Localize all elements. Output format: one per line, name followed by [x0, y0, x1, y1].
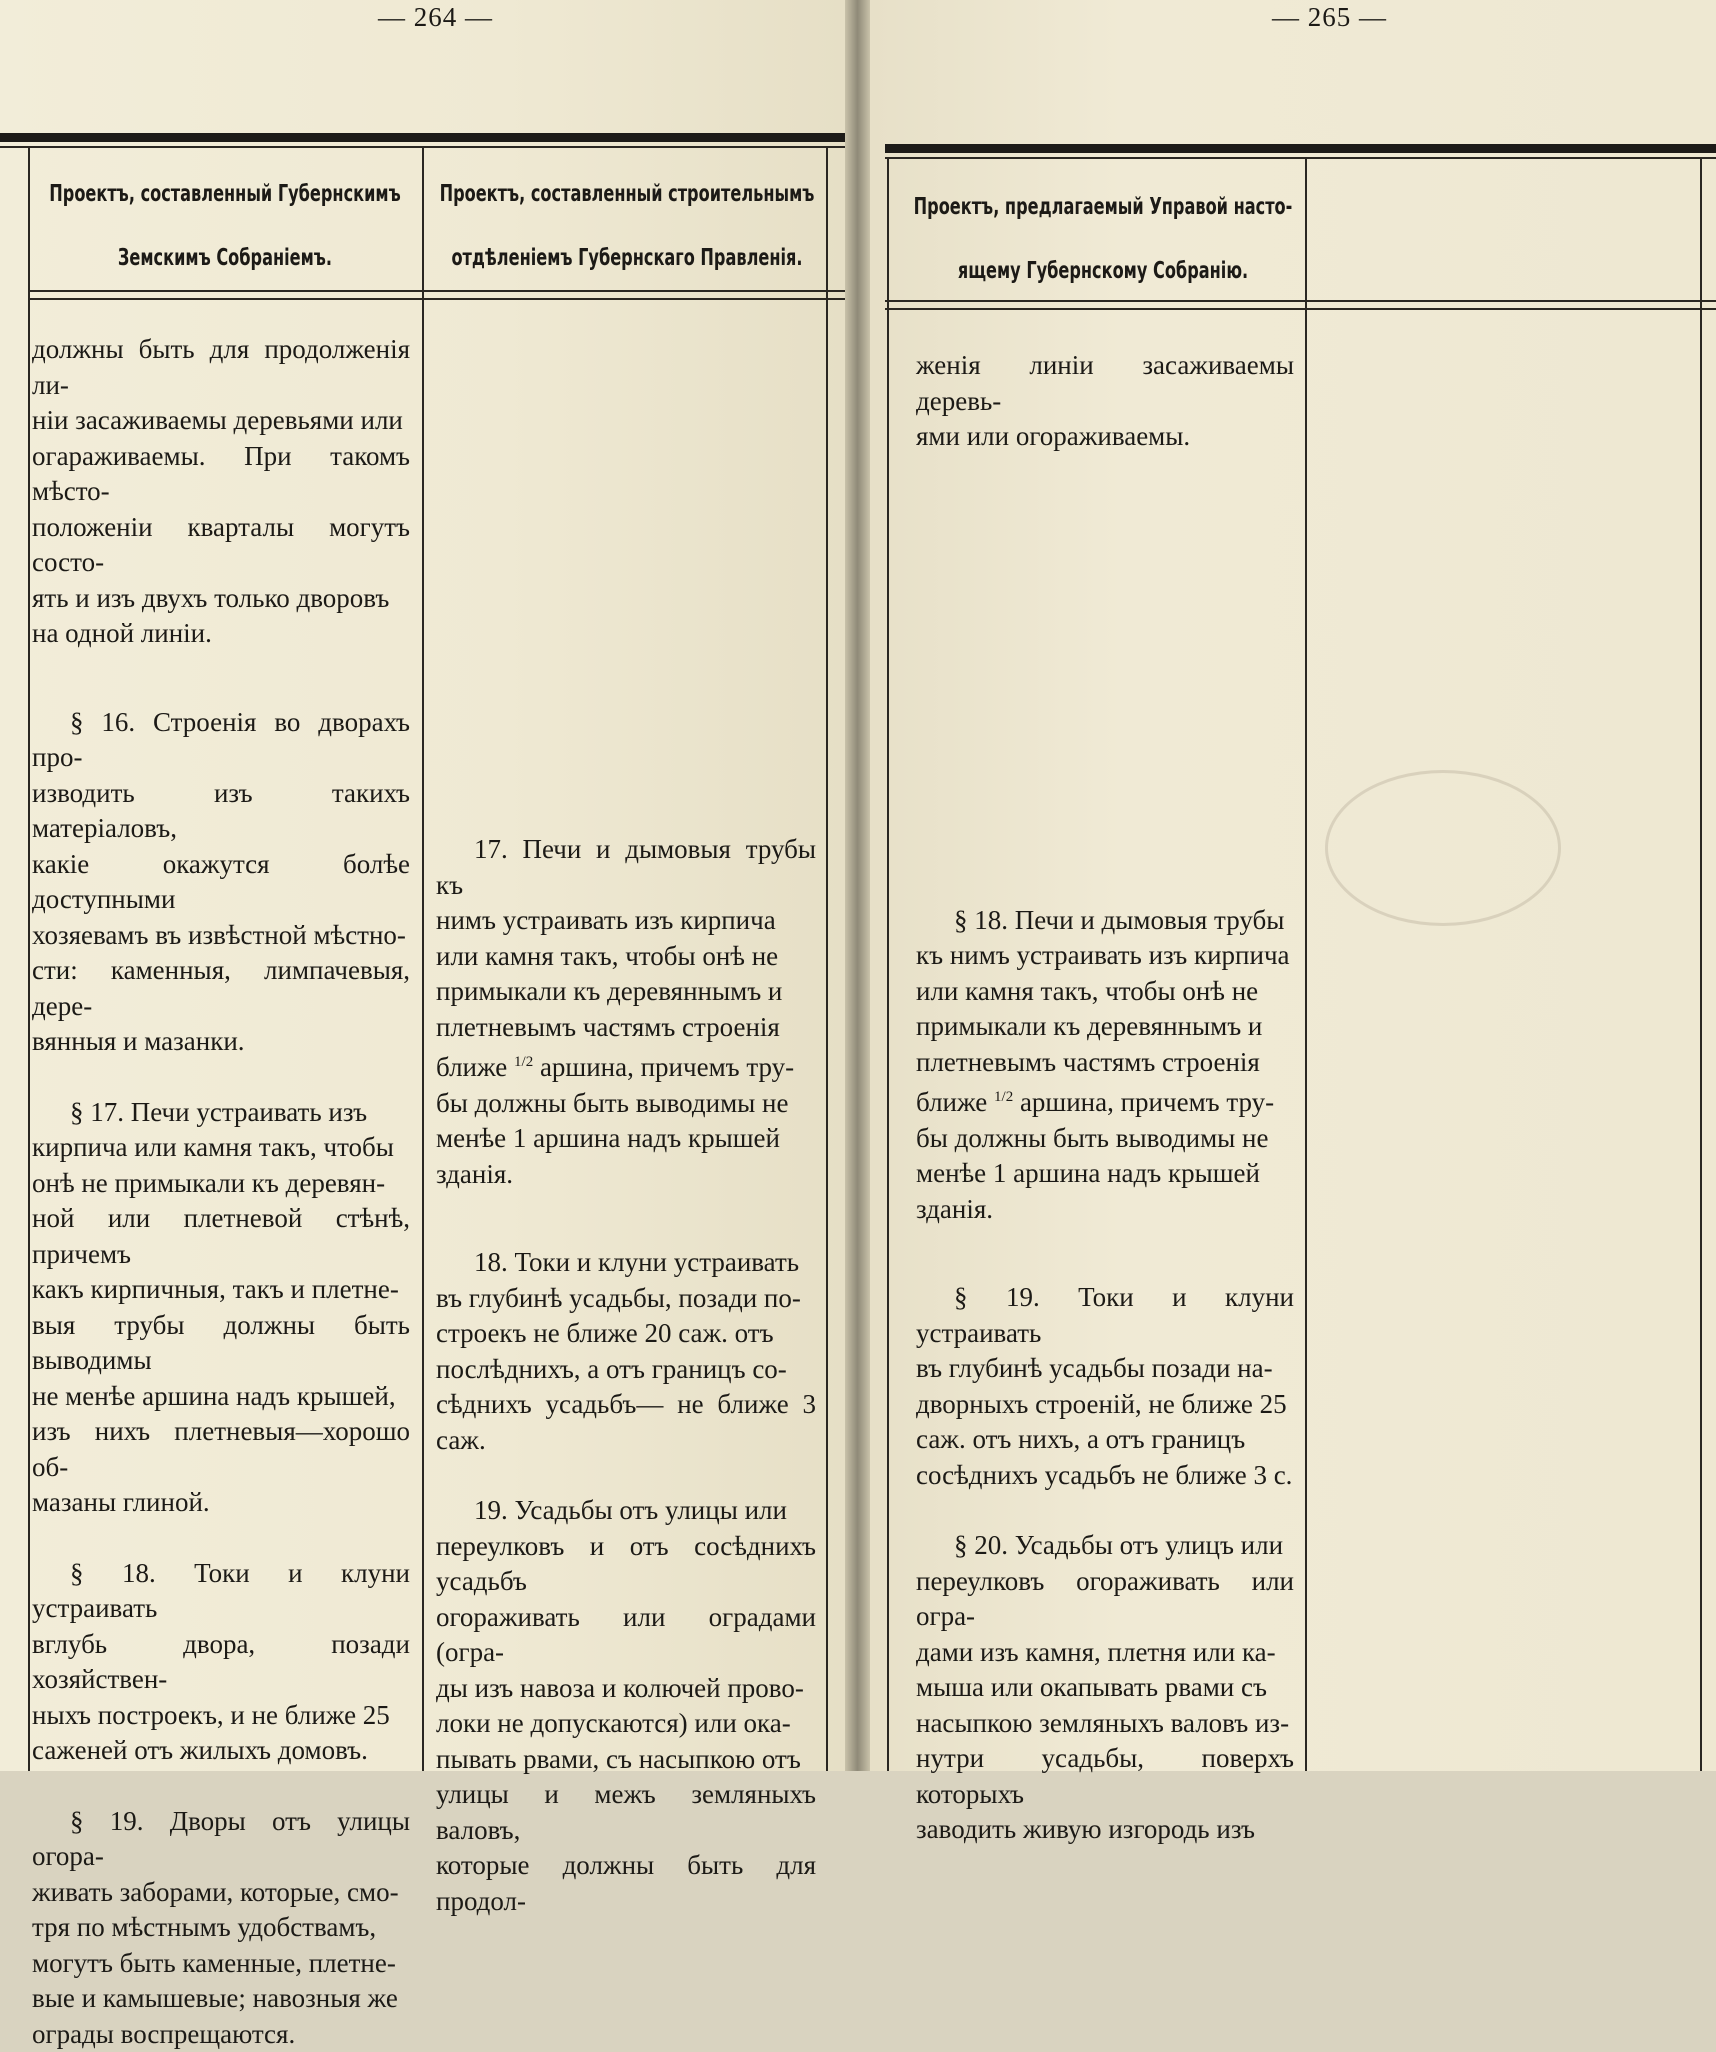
- text-line: менѣе 1 аршина надъ крышей: [436, 1121, 816, 1157]
- col1-header-line: Проектъ, предлагаемый Управой насто-: [912, 175, 1294, 239]
- text-line: зданія.: [436, 1157, 816, 1193]
- text-line: примыкали къ деревяннымъ и: [436, 974, 816, 1010]
- text-line: могутъ быть каменные, плетне-: [32, 1946, 410, 1982]
- col1-header: [34, 162, 416, 290]
- text-line: ями или огораживаемы.: [916, 419, 1294, 455]
- text-line: 18. Токи и клуни устраивать: [436, 1245, 816, 1281]
- col1-body: [916, 348, 1294, 1848]
- text-line: послѣднихъ, а отъ границъ со-: [436, 1352, 816, 1388]
- text-line: ять и изъ двухъ только дворовъ: [32, 581, 410, 617]
- text-line: не менѣе аршина надъ крышей,: [32, 1379, 410, 1415]
- library-stamp: [1325, 770, 1561, 926]
- header-bottom-rule-2: [30, 298, 845, 300]
- text-line: сти: каменныя, лимпачевыя, дере-: [32, 953, 410, 1024]
- text-line: § 16. Строенія во дворахъ про-: [32, 705, 410, 776]
- text-line: ныхъ построекъ, и не ближе 25: [32, 1698, 410, 1734]
- header-top-rule: [0, 133, 845, 142]
- text-line: изъ нихъ плетневыя—хорошо об-: [32, 1414, 410, 1485]
- text-line: сѣднихъ усадьбъ— не ближе 3 саж.: [436, 1387, 816, 1458]
- text-line: какъ кирпичныя, такъ и плетне-: [32, 1272, 410, 1308]
- text-line: [916, 1080, 1294, 1121]
- text-line: къ нимъ устраивать изъ кирпича: [916, 938, 1294, 974]
- text-line: огараживаемы. При такомъ мѣсто-: [32, 439, 410, 510]
- text-line: живать заборами, которые, смо-: [32, 1875, 410, 1911]
- text-line: переулковъ огораживать или огра-: [916, 1564, 1294, 1635]
- text-fragment: аршина, причемъ тру-: [1020, 1087, 1274, 1117]
- text-line: какіе окажутся болѣе доступными: [32, 847, 410, 918]
- left-page: [0, 0, 845, 1771]
- text-fragment: ближе: [916, 1087, 987, 1117]
- text-line: мыша или окапывать рвами съ: [916, 1670, 1294, 1706]
- text-line: 19. Усадьбы отъ улицы или: [436, 1493, 816, 1529]
- header-bottom-rule: [30, 290, 845, 292]
- text-line: заводить живую изгородь изъ: [916, 1812, 1294, 1848]
- header-top-rule: [885, 144, 1716, 153]
- col1-header-line: ящему Губернскому Собранію.: [912, 239, 1294, 303]
- text-line: строекъ не ближе 20 саж. отъ: [436, 1316, 816, 1352]
- text-line: ды изъ навоза и колючей прово-: [436, 1671, 816, 1707]
- text-line: 17. Печи и дымовыя трубы къ: [436, 832, 816, 903]
- text-line: тря по мѣстнымъ удобствамъ,: [32, 1910, 410, 1946]
- text-line: саженей отъ жилыхъ домовъ.: [32, 1733, 410, 1769]
- page-number-left: — 264 —: [378, 2, 493, 33]
- text-line: § 20. Усадьбы отъ улицъ или: [916, 1528, 1294, 1564]
- text-line: плетневымъ частямъ строенія: [436, 1010, 816, 1046]
- text-line: пывать рвами, съ насыпкою отъ: [436, 1742, 816, 1778]
- text-line: на одной линіи.: [32, 616, 410, 652]
- book-gutter: [845, 0, 870, 1771]
- text-line: или камня такъ, чтобы онѣ не: [916, 974, 1294, 1010]
- col2-header-line: Проектъ, составленный строительнымъ: [436, 162, 818, 226]
- fraction: 1/2: [514, 1054, 533, 1070]
- text-line: должны быть для продолженія ли-: [32, 332, 410, 403]
- col2-header: [436, 162, 818, 290]
- text-line: ограды воспрещаются.: [32, 2017, 410, 2052]
- text-line: вянныя и мазанки.: [32, 1024, 410, 1060]
- text-line: ніи засаживаемы деревьями или: [32, 403, 410, 439]
- text-line: дворныхъ строеній, не ближе 25: [916, 1387, 1294, 1423]
- text-line: вые и камышевые; навозныя же: [32, 1981, 410, 2017]
- text-line: насыпкою земляныхъ валовъ из-: [916, 1706, 1294, 1742]
- text-line: § 19. Токи и клуни устраивать: [916, 1280, 1294, 1351]
- column-border-left: [887, 157, 889, 1771]
- text-line: § 19. Дворы отъ улицы огора-: [32, 1804, 410, 1875]
- text-line: примыкали къ деревяннымъ и: [916, 1009, 1294, 1045]
- col1-body: [32, 332, 410, 2052]
- text-line: улицы и межъ земляныхъ валовъ,: [436, 1777, 816, 1848]
- col1-header-line: Земскимъ Собраніемъ.: [34, 226, 416, 290]
- text-line: въ глубинѣ усадьбы, позади по-: [436, 1281, 816, 1317]
- right-page: [870, 0, 1716, 1771]
- text-line: мазаны глиной.: [32, 1485, 410, 1521]
- text-line: вглубь двора, позади хозяйствен-: [32, 1627, 410, 1698]
- text-fragment: ближе: [436, 1052, 507, 1082]
- text-line: онѣ не примыкали къ деревян-: [32, 1166, 410, 1202]
- text-line: сосѣднихъ усадьбъ не ближе 3 с.: [916, 1458, 1294, 1494]
- text-line: женія линіи засаживаемы деревь-: [916, 348, 1294, 419]
- column-border-right: [1700, 157, 1702, 1771]
- text-line: § 17. Печи устраивать изъ: [32, 1095, 410, 1131]
- text-line: въ глубинѣ усадьбы позади на-: [916, 1351, 1294, 1387]
- text-line: зданія.: [916, 1192, 1294, 1228]
- text-line: саж. отъ нихъ, а отъ границъ: [916, 1422, 1294, 1458]
- text-line: локи не допускаются) или ока-: [436, 1706, 816, 1742]
- text-line: бы должны быть выводимы не: [916, 1121, 1294, 1157]
- column-border-right: [826, 146, 828, 1771]
- text-line: положеніи кварталы могутъ состо-: [32, 510, 410, 581]
- column-border-middle: [422, 146, 424, 1771]
- header-top-rule-thin: [885, 157, 1716, 159]
- text-line: менѣе 1 аршина надъ крышей: [916, 1156, 1294, 1192]
- text-line: которые должны быть для продол-: [436, 1848, 816, 1919]
- col1-header-line: Проектъ, составленный Губернскимъ: [34, 162, 416, 226]
- text-line: хозяевамъ въ извѣстной мѣстно-: [32, 918, 410, 954]
- fraction: 1/2: [994, 1089, 1013, 1105]
- col1-header: [912, 175, 1294, 303]
- text-line: § 18. Токи и клуни устраивать: [32, 1556, 410, 1627]
- text-line: § 18. Печи и дымовыя трубы: [916, 903, 1294, 939]
- header-bottom-rule-2: [885, 308, 1716, 310]
- text-line: огораживать или оградами (огра-: [436, 1600, 816, 1671]
- column-border-left: [28, 146, 30, 1771]
- text-line: плетневымъ частямъ строенія: [916, 1045, 1294, 1081]
- text-fragment: аршина, причемъ тру-: [540, 1052, 794, 1082]
- page-number-right: — 265 —: [1272, 2, 1387, 33]
- column-border-middle: [1305, 157, 1307, 1771]
- col2-header-line: отдѣленіемъ Губернскаго Правленія.: [436, 226, 818, 290]
- text-line: кирпича или камня такъ, чтобы: [32, 1130, 410, 1166]
- text-line: дами изъ камня, плетня или ка-: [916, 1635, 1294, 1671]
- text-line: выя трубы должны быть выводимы: [32, 1308, 410, 1379]
- text-line: изводить изъ такихъ матеріаловъ,: [32, 776, 410, 847]
- text-line: нутри усадьбы, поверхъ которыхъ: [916, 1741, 1294, 1812]
- text-line: [436, 1045, 816, 1086]
- text-line: или камня такъ, чтобы онѣ не: [436, 939, 816, 975]
- text-line: переулковъ и отъ сосѣднихъ усадьбъ: [436, 1529, 816, 1600]
- text-line: бы должны быть выводимы не: [436, 1086, 816, 1122]
- col2-body: [436, 832, 816, 1919]
- text-line: нимъ устраивать изъ кирпича: [436, 903, 816, 939]
- text-line: ной или плетневой стѣнѣ, причемъ: [32, 1201, 410, 1272]
